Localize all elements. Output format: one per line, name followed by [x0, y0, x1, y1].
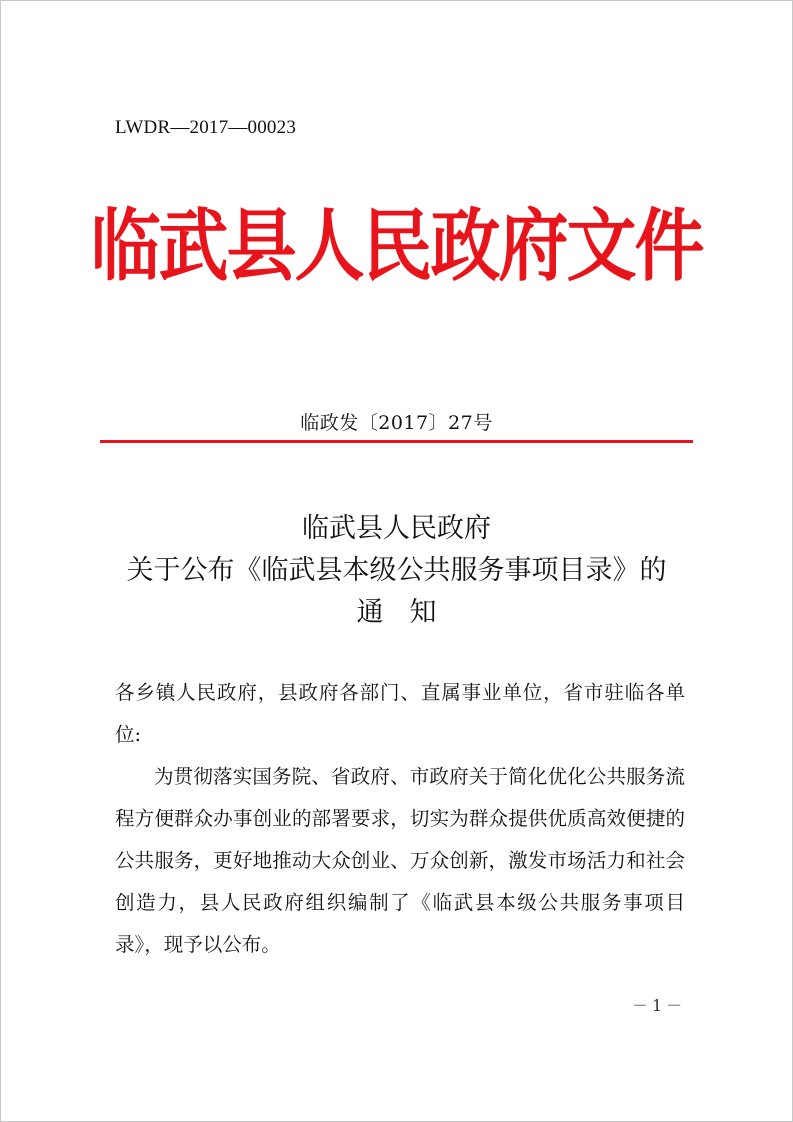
- document-code: LWDR—2017—00023: [115, 117, 297, 138]
- addressee: 各乡镇人民政府，县政府各部门、直属事业单位，省市驻临各单位:: [115, 681, 685, 746]
- paragraph-1: 为贯彻落实国务院、省政府、市政府关于简化优化公共服务流程方便群众办事创业的部署要求，切实为群众提供优质高效便捷的公共服务，更好地推动大众创业、万众创新，激发市场活力和社会创造力，县人民政府组织编制了《临武县本级公共服务事项目录》，现予以公布。: [115, 765, 685, 956]
- notice-title: [0, 508, 793, 634]
- notice-title-line-2: 关于公布《临武县本级公共服务事项目录》的: [126, 555, 667, 586]
- masthead-title: 临武县人民政府文件: [90, 200, 703, 292]
- page-number: －1－: [632, 996, 687, 1015]
- red-separator-line: [100, 440, 693, 443]
- notice-title-line-1: 临武县人民政府: [302, 513, 491, 544]
- notice-title-line-3: 通知: [356, 597, 463, 628]
- body-text: [115, 672, 685, 966]
- document-number: 临政发〔2017〕27号: [300, 412, 493, 434]
